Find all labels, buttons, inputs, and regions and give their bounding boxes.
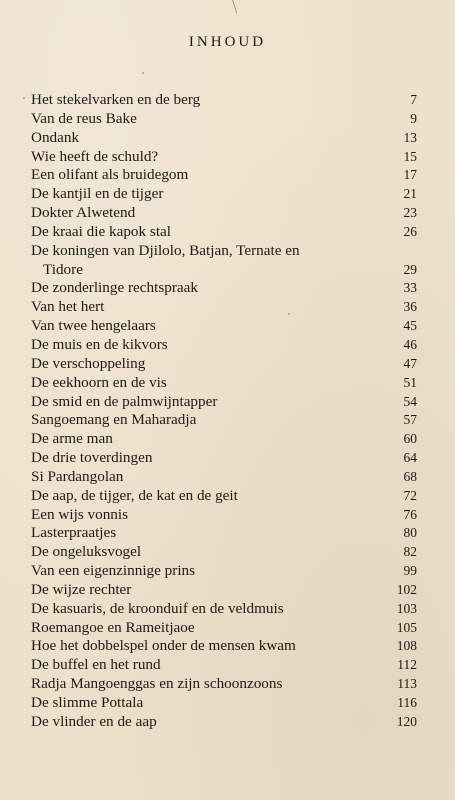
toc-entry-title [31, 713, 385, 732]
toc-entry-title [31, 430, 385, 449]
toc-entry [31, 468, 417, 487]
toc-entry [31, 355, 417, 374]
toc-entry-page-number: 33 [403, 280, 417, 296]
toc-entry-title [31, 317, 385, 336]
toc-entry-title [31, 411, 385, 430]
toc-entry-title-text: Een olifant als bruidegom [31, 166, 189, 184]
toc-entry-title [31, 562, 385, 581]
toc-entry-page-number: 68 [403, 468, 417, 484]
toc-entry-page-number: 47 [403, 355, 417, 371]
toc-entry-title-text: De smid en de palmwijntapper [31, 392, 218, 410]
toc-entry-title [31, 506, 385, 525]
toc-entry-title [31, 166, 385, 185]
toc-entry [31, 336, 417, 355]
toc-entry-page-number: 113 [397, 676, 417, 692]
toc-entry-title-text: Van het hert [31, 298, 105, 316]
toc-entry-page-number: 36 [403, 299, 417, 315]
toc-entry-page-number: 29 [403, 261, 417, 277]
toc-entry-title-text: De kasuaris, de kroonduif en de veldmuis [31, 599, 284, 617]
toc-entry [31, 91, 417, 110]
toc-entry [31, 279, 417, 298]
toc-entry-page-number: 116 [397, 695, 417, 710]
toc-entry-title [31, 148, 385, 167]
toc-entry [31, 317, 417, 336]
toc-entry-title-text: De muis en de kikvors [31, 335, 168, 353]
toc-entry-title [31, 242, 385, 280]
toc-entry [31, 204, 417, 223]
toc-entry-page-number: 57 [403, 412, 417, 428]
toc-entry-title [31, 91, 385, 110]
toc-entry-page-number: 7 [410, 92, 417, 107]
toc-entry-title-text: De arme man [31, 430, 113, 448]
toc-entry [31, 637, 417, 656]
toc-entry-title-text: De kraai die kapok stal [31, 222, 172, 240]
toc-entry-title [31, 129, 385, 148]
toc-entry [31, 619, 417, 638]
toc-entry-title [31, 619, 385, 638]
toc-entry [31, 242, 417, 280]
toc-entry [31, 393, 417, 412]
toc-entry-page-number: 45 [403, 318, 417, 334]
toc-entry-page-number: 9 [410, 110, 417, 126]
toc-entry-title-text: Dokter Alwetend [31, 204, 136, 222]
toc-entry-title-text: De vlinder en de aap [31, 712, 157, 730]
toc-entry-title [31, 110, 385, 129]
toc-entry-title [31, 336, 385, 355]
toc-entry-title-continuation: Tidore [43, 260, 83, 278]
toc-entry [31, 449, 417, 468]
toc-entry [31, 581, 417, 600]
toc-entry-title-text: De eekhoorn en de vis [31, 373, 167, 391]
toc-entry-title-text: De wijze rechter [31, 580, 132, 598]
toc-entry [31, 166, 417, 185]
toc-entry-page-number: 102 [396, 581, 417, 597]
toc-entry [31, 430, 417, 449]
toc-entry-title-text: Sangoemang en Maharadja [31, 411, 197, 429]
toc-entry-title [31, 298, 385, 317]
toc-entry-title-text: De kantjil en de tijger [31, 185, 164, 203]
toc-entry-page-number: 17 [403, 167, 417, 183]
toc-entry-title-text: Ondank [31, 128, 80, 146]
toc-entry-page-number: 15 [403, 148, 417, 164]
toc-entry-title [31, 581, 385, 600]
page-crease [232, 0, 237, 13]
toc-entry-page-number: 99 [403, 563, 417, 579]
toc-entry-title [31, 543, 385, 562]
toc-entry-title-text: De aap, de tijger, de kat en de geit [31, 486, 238, 504]
toc-entry-title-text: Hoe het dobbelspel onder de mensen kwam [31, 637, 296, 655]
toc-entry-title-text: Van een eigenzinnige prins [31, 562, 196, 580]
toc-entry-title [31, 694, 385, 713]
toc-entry-page-number: 80 [403, 525, 417, 541]
toc-entry-page-number: 46 [403, 336, 417, 352]
toc-entry [31, 185, 417, 204]
toc-entry-page-number: 120 [396, 713, 417, 729]
toc-entry [31, 506, 417, 525]
toc-entry-page-number: 13 [403, 129, 417, 145]
toc-entry-title [31, 637, 385, 656]
toc-entry-title-text: Het stekelvarken en de berg [31, 91, 201, 108]
page-title: INHOUD [188, 34, 267, 50]
toc-entry-title-text: De drie toverdingen [31, 449, 153, 467]
toc-entry-title-text: Een wijs vonnis [31, 505, 129, 523]
toc-entry-title-text: De ongeluksvogel [31, 543, 142, 561]
toc-entry [31, 600, 417, 619]
toc-entry-title [31, 600, 385, 619]
toc-entry-page-number: 21 [403, 186, 417, 202]
toc-entry-title-text: Wie heeft de schuld? [31, 147, 159, 165]
toc-entry-title [31, 355, 385, 374]
toc-entry-page-number: 105 [396, 619, 417, 635]
toc-entry-title [31, 468, 385, 487]
toc-entry [31, 110, 417, 129]
toc-entry-title-text: De koningen van Djilolo, Batjan, Ternate en [31, 241, 300, 259]
toc-entry-title-text: De zonderlinge rechtspraak [31, 279, 198, 297]
toc-entry-title-text: De slimme Pottala [31, 694, 144, 711]
toc-entry-page-number: 103 [396, 600, 417, 616]
toc-entry-page-number: 108 [396, 638, 417, 654]
toc-entry-title-text: Van de reus Bake [31, 109, 137, 127]
toc-entry-title [31, 374, 385, 393]
toc-entry [31, 411, 417, 430]
toc-entry-title [31, 279, 385, 298]
paper-speck [23, 97, 25, 99]
toc-entry-title-text: Lasterpraatjes [31, 524, 117, 542]
toc-entry [31, 129, 417, 148]
toc-entry-title [31, 656, 385, 675]
toc-entry-title [31, 449, 385, 468]
toc-entry-title [31, 223, 385, 242]
toc-entry-page-number: 64 [403, 450, 417, 466]
toc-entry [31, 562, 417, 581]
toc-entry-page-number: 112 [397, 657, 417, 673]
paper-speck [142, 72, 144, 74]
toc-entry-page-number: 60 [403, 431, 417, 447]
toc-entry [31, 524, 417, 543]
toc-entry-title [31, 393, 385, 412]
table-of-contents [31, 91, 417, 732]
toc-entry [31, 487, 417, 506]
toc-entry [31, 374, 417, 393]
toc-entry [31, 675, 417, 694]
toc-entry-title [31, 487, 385, 506]
toc-entry-title [31, 204, 385, 223]
toc-entry-title-text: De buffel en het rund [31, 656, 161, 674]
toc-entry-page-number: 82 [403, 544, 417, 560]
toc-entry [31, 656, 417, 675]
toc-entry-title-text: Van twee hengelaars [31, 317, 156, 335]
toc-entry-title [31, 185, 385, 204]
toc-entry-title-text: Roemangoe en Rameitjaoe [31, 618, 195, 636]
toc-entry-title [31, 524, 385, 543]
toc-entry-page-number: 54 [403, 393, 417, 409]
toc-entry [31, 543, 417, 562]
toc-entry-title [31, 675, 385, 694]
toc-entry-page-number: 26 [403, 223, 417, 239]
toc-entry-title-text: Si Pardangolan [31, 467, 124, 485]
toc-entry [31, 694, 417, 713]
toc-entry [31, 298, 417, 317]
toc-entry [31, 713, 417, 732]
toc-entry-title-text: Radja Mangoenggas en zijn schoonzoons [31, 675, 283, 693]
toc-entry-page-number: 72 [403, 487, 417, 503]
toc-entry-page-number: 51 [403, 374, 417, 390]
toc-entry-page-number: 23 [403, 205, 417, 221]
toc-entry-title-text: De verschoppeling [31, 354, 146, 372]
toc-entry-page-number: 76 [403, 506, 417, 522]
toc-entry [31, 148, 417, 167]
toc-entry [31, 223, 417, 242]
